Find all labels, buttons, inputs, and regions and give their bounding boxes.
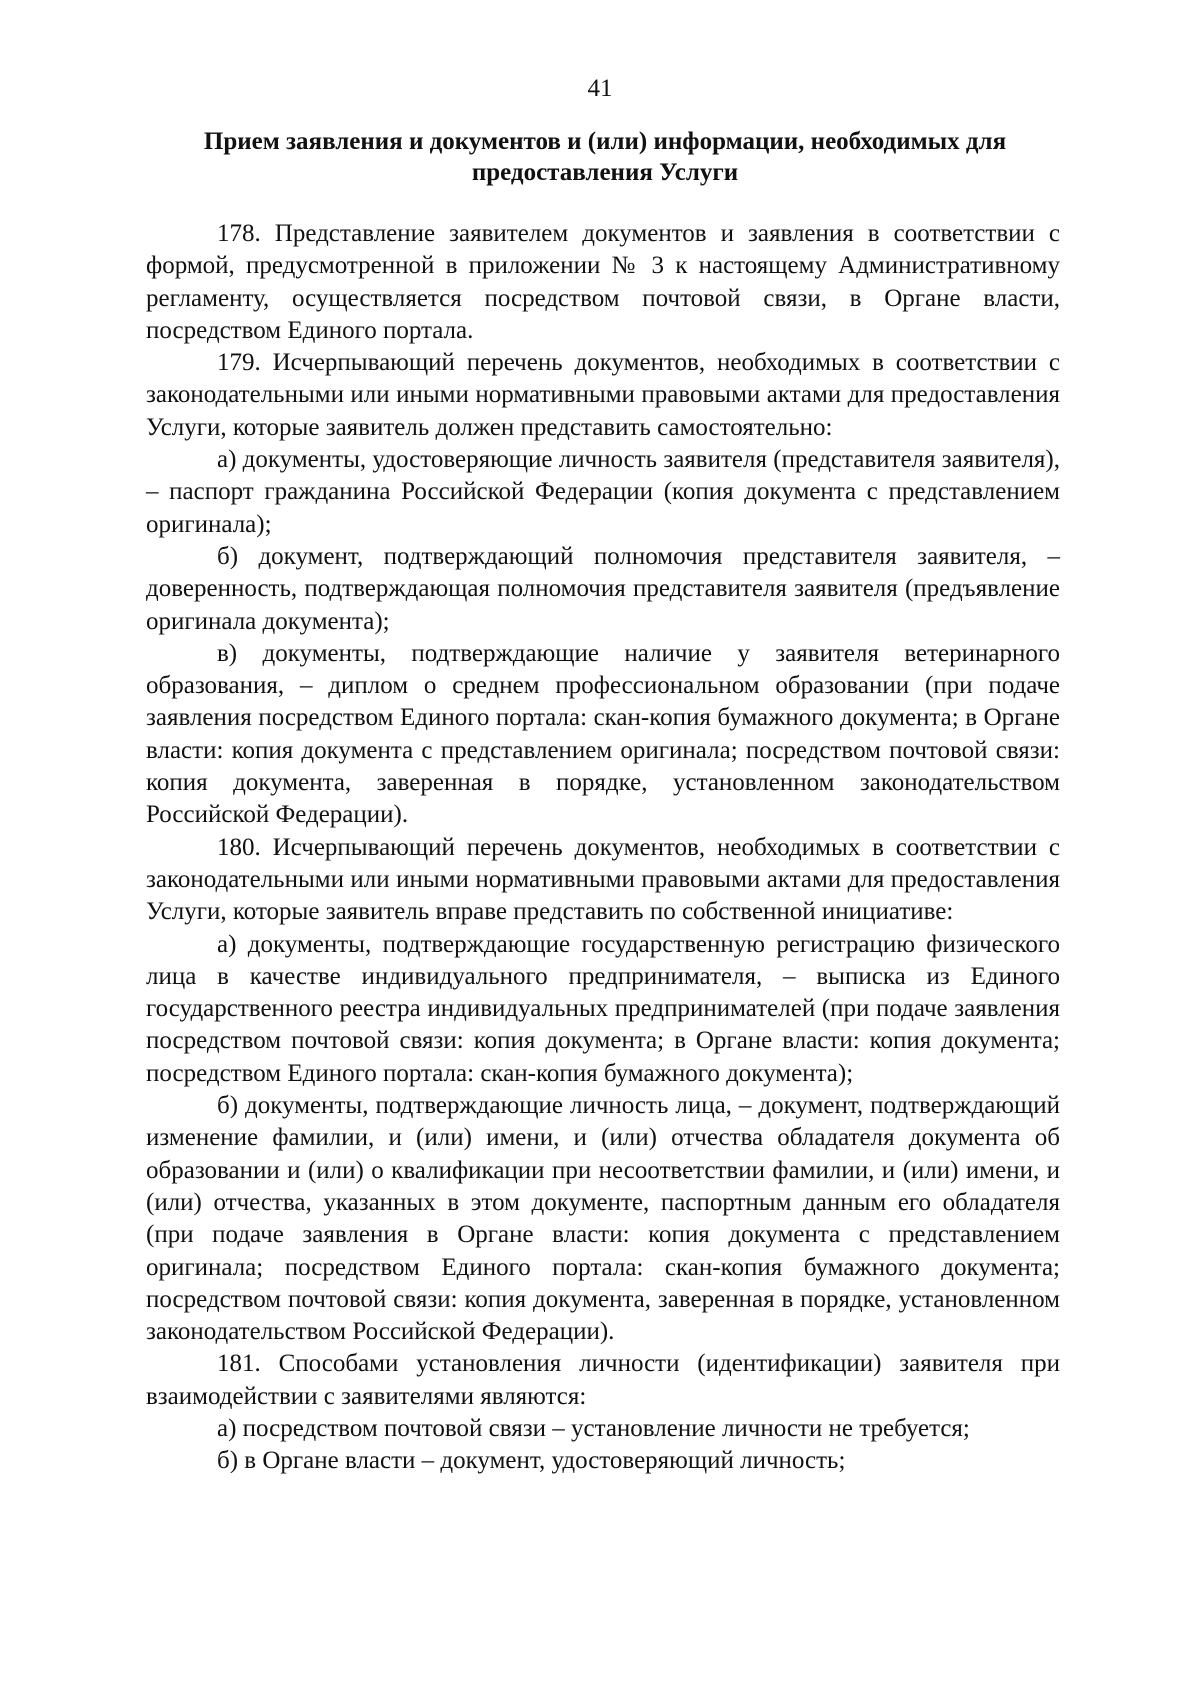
paragraph-181-b: б) в Органе власти – документ, удостоверяющий личность;: [217, 1447, 846, 1475]
paragraph-179: 179. Исчерпывающий перечень документов, необходимых в соответствии с законодательными или иными нормативными правовыми актами для предоставления Услуги, которые заявитель должен представить самостоятельно:: [146, 349, 1060, 441]
paragraph-180: 180. Исчерпывающий перечень документов, необходимых в соответствии с законодательными или иными нормативными правовыми актами для предоставления Услуги, которые заявитель вправе представить по собственной инициативе:: [146, 833, 1060, 926]
section-heading: Прием заявления и документов и (или) информации, необходимых для предоставления Услуги: [203, 128, 1007, 186]
paragraph-179-b: б) документ, подтверждающий полномочия представителя заявителя, – доверенность, подтверждающая полномочия представителя заявителя (предъявление оригинала документа);: [146, 542, 1060, 635]
paragraph-179-a: а) документы, удостоверяющие личность заявителя (представителя заявителя), – паспорт гражданина Российской Федерации (копия документа с представлением оригинала);: [146, 446, 1061, 538]
paragraph-180-a: а) документы, подтверждающие государственную регистрацию физического лица в качестве индивидуального предпринимателя, – выписка из Единого государственного реестра индивидуальных предпринимателей (при подаче заявления посредством почтовой связи: копия документа; в Органе власти: копия документа; посредством Единого портала: скан-копия бумажного документа);: [146, 930, 1060, 1087]
document-body: [146, 218, 1060, 1478]
paragraph-180-b: б) документы, подтверждающие личность лица, – документ, подтверждающий изменение фамилии, и (или) имени, и (или) отчества обладателя документа об образовании и (или) о квалификации при несоответствии фамилии, и (или) имени, и (или) отчества, указанных в этом документе, паспортным данным его обладателя (при подаче заявления в Органе власти: копия документа с представлением оригинала; посредством Единого портала: скан-копия бумажного документа; посредством почтовой связи: копия документа, заверенная в порядке, установленном законодательством Российской Федерации).: [146, 1092, 1060, 1346]
page-number: 41: [587, 75, 613, 102]
paragraph-179-v: в) документы, подтверждающие наличие у заявителя ветеринарного образования, – диплом о среднем профессиональном образовании (при подаче заявления посредством Единого портала: скан-копия бумажного документа; в Органе власти: копия документа с представлением оригинала; посредством почтовой связи: копия документа, заверенная в порядке, установленном законодательством Российской Федерации).: [146, 639, 1060, 829]
paragraph-181: 181. Способами установления личности (идентификации) заявителя при взаимодействии с заявителями являются:: [146, 1350, 1060, 1410]
paragraph-181-a: а) посредством почтовой связи – установление личности не требуется;: [217, 1414, 970, 1442]
paragraph-178: 178. Представление заявителем документов и заявления в соответствии с формой, предусмотренной в приложении № 3 к настоящему Административному регламенту, осуществляется посредством почтовой связи, в Органе власти, посредством Единого портала.: [146, 220, 1060, 344]
